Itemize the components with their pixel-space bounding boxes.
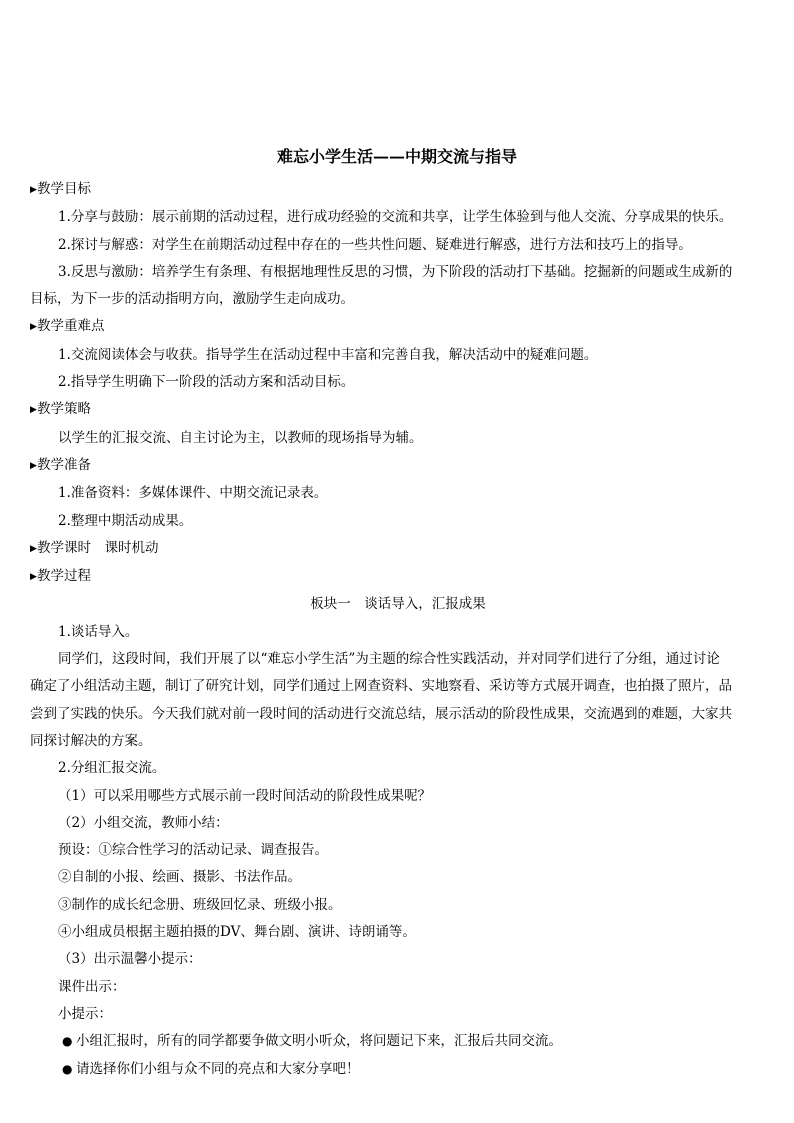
- question-3: （3）出示温馨小提示：: [58, 951, 202, 968]
- courseware-label: 课件出示：: [58, 978, 126, 995]
- triangle-right-icon: ▶: [30, 460, 37, 471]
- section-heading-key: ▶教学重难点: [30, 313, 766, 341]
- intro-label: 1.谈话导入。: [58, 623, 139, 640]
- bullet-dot-icon: ●: [62, 1061, 73, 1076]
- intro-paragraph-line-1: 同学们，这段时间，我们开展了以“难忘小学生活”为主题的综合性实践活动，并对同学们进行了分组，通过讨论: [58, 651, 720, 668]
- document-body: [30, 176, 766, 1083]
- preset-item-2: ②自制的小报、绘画、摄影、书法作品。: [58, 869, 301, 886]
- intro-paragraph-line-2: 确定了小组活动主题，制订了研究计划，同学们通过上网查资料、实地察看、采访等方式展开调查，也拍摄了照片，品: [30, 678, 732, 695]
- preset-item-3: ③制作的成长纪念册、班级回忆录、班级小报。: [58, 896, 342, 913]
- question-2: （2）小组交流，教师小结：: [58, 814, 229, 831]
- question-1: （1）可以采用哪些方式展示前一段时间活动的阶段性成果呢？: [58, 787, 432, 804]
- prep-item-2: 2.整理中期活动成果。: [58, 512, 193, 529]
- section-heading-strategy: ▶教学策略: [30, 396, 766, 424]
- group-label: 2.分组汇报交流。: [58, 760, 166, 777]
- section-heading-prep: ▶教学准备: [30, 452, 766, 480]
- triangle-right-icon: ▶: [30, 405, 37, 416]
- intro-paragraph-line-4: 同探讨解决的方案。: [30, 732, 152, 749]
- tip-item-1: ● 小组汇报时，所有的同学都要争做文明小听众，将问题记下来，汇报后共同交流。: [30, 1028, 766, 1055]
- triangle-right-icon: ▶: [30, 543, 37, 554]
- section-heading-hours: ▶教学课时 课时机动: [30, 535, 766, 563]
- goal-item-1: 1.分享与鼓励：展示前期的活动过程，进行成功经验的交流和共享，让学生体验到与他人交流、分享成果的快乐。: [58, 209, 733, 226]
- key-item-1: 1.交流阅读体会与收获。指导学生在活动过程中丰富和完善自我，解决活动中的疑难问题。: [58, 346, 598, 363]
- triangle-right-icon: ▶: [30, 185, 37, 195]
- block-title: 板块一 谈话导入，汇报成果: [310, 596, 486, 613]
- goal-item-3: 3.反思与激励：培养学生有条理、有根据地理性反思的习惯，为下阶段的活动打下基础。挖掘新的问题或生成新的: [58, 263, 733, 280]
- prep-item-1: 1.准备资料：多媒体课件、中期交流记录表。: [58, 485, 328, 502]
- goal-item-3-cont: 目标，为下一步的活动指明方向，激励学生走向成功。: [30, 291, 354, 308]
- preset-item-1: 预设：①综合性学习的活动记录、调查报告。: [58, 842, 328, 859]
- intro-paragraph-line-3: 尝到了实践的快乐。今天我们就对前一段时间的活动进行交流总结，展示活动的阶段性成果，交流遇到的难题，大家共: [30, 705, 732, 722]
- bullet-dot-icon: ●: [62, 1034, 73, 1049]
- page-title: 难忘小学生活——中期交流与指导: [276, 147, 517, 166]
- key-item-2: 2.指导学生明确下一阶段的活动方案和活动目标。: [58, 374, 355, 391]
- tip-item-2: ● 请选择你们小组与众不同的亮点和大家分享吧！: [30, 1056, 766, 1083]
- section-heading-goals: ▶教学目标: [30, 176, 766, 204]
- goal-item-2: 2.探讨与解惑：对学生在前期活动过程中存在的一些共性问题、疑难进行解惑，进行方法和技巧上的指导。: [58, 236, 692, 253]
- triangle-right-icon: ▶: [30, 572, 37, 583]
- tips-label: 小提示：: [58, 1005, 112, 1022]
- triangle-right-icon: ▶: [30, 322, 37, 333]
- strategy-text: 以学生的汇报交流、自主讨论为主，以教师的现场指导为辅。: [58, 429, 423, 446]
- preset-item-4: ④小组成员根据主题拍摄的DV、舞台剧、演讲、诗朗诵等。: [58, 924, 416, 941]
- section-heading-process: ▶教学过程: [30, 563, 766, 591]
